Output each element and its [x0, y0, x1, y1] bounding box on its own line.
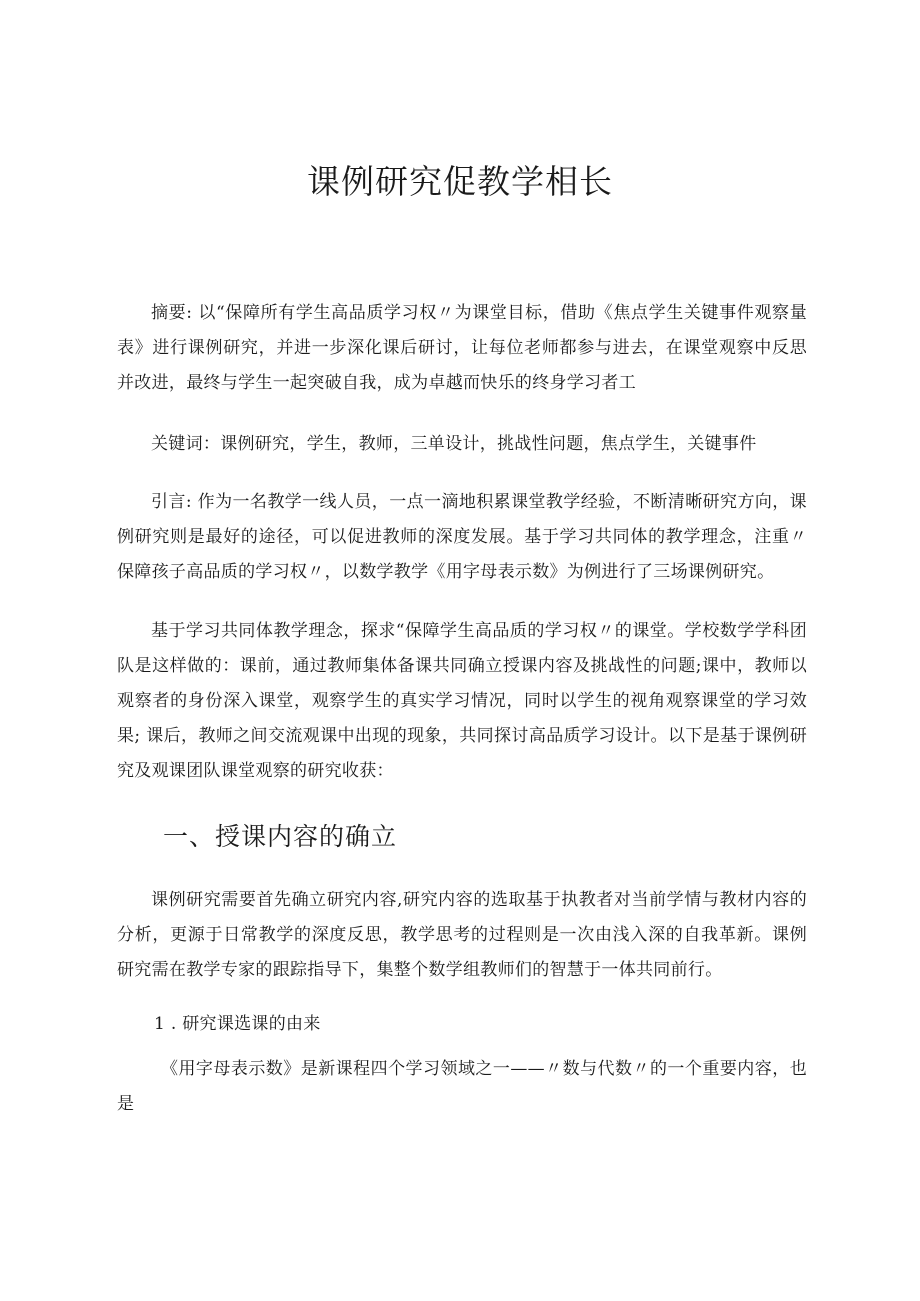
subsection-heading: 1 . 研究课选课的由来	[154, 1014, 321, 1034]
section-paragraph: 课例研究需要首先确立研究内容,研究内容的选取基于执教者对当前学情与教材内容的分析，更源于日常教学的深度反思，教学思考的过程则是一次由浅入深的自我革新。课例研究需在教学专家的跟踪指导下，集整个数学组教师们的智慧于一体共同前行。	[117, 890, 807, 980]
section-last-line: 《用字母表示数》是新课程四个学习领域之一——〃数与代数〃的一个重要内容，也是	[117, 1059, 807, 1114]
basis-paragraph: 基于学习共同体教学理念，探求“保障学生高品质的学习权〃的课堂。学校数学学科团队是这样做的：课前，通过教师集体备课共同确立授课内容及挑战性的问题;课中，教师以观察者的身份深入课堂，观察学生的真实学习情况，同时以学生的视角观察课堂的学习效果; 课后，教师之间交流观课中出现的现象，共同探讨高品质学习设计。以下是基于课例研究及观课团队课堂观察的研究收获：	[117, 621, 807, 781]
introduction-paragraph: 引言: 作为一名教学一线人员，一点一滴地积累课堂教学经验，不断清晰研究方向，课例研究则是最好的途径，可以促进教师的深度发展。基于学习共同体的教学理念，注重〃保障孩子高品质的学习权〃，以数学教学《用字母表示数》为例进行了三场课例研究。	[117, 492, 807, 582]
abstract-paragraph: 摘要: 以“保障所有学生高品质学习权〃为课堂目标，借助《焦点学生关键事件观察量表》进行课例研究，并进一步深化课后研讨，让每位老师都参与进去，在课堂观察中反思并改进，最终与学生一起突破自我，成为卓越而快乐的终身学习者工	[117, 303, 807, 393]
document-title: 课例研究促教学相长	[307, 162, 613, 201]
keywords-paragraph: 关键词：课例研究，学生，教师，三单设计，挑战性问题，焦点学生，关键事件	[151, 434, 757, 454]
section-heading: 一、授课内容的确立	[163, 822, 398, 851]
